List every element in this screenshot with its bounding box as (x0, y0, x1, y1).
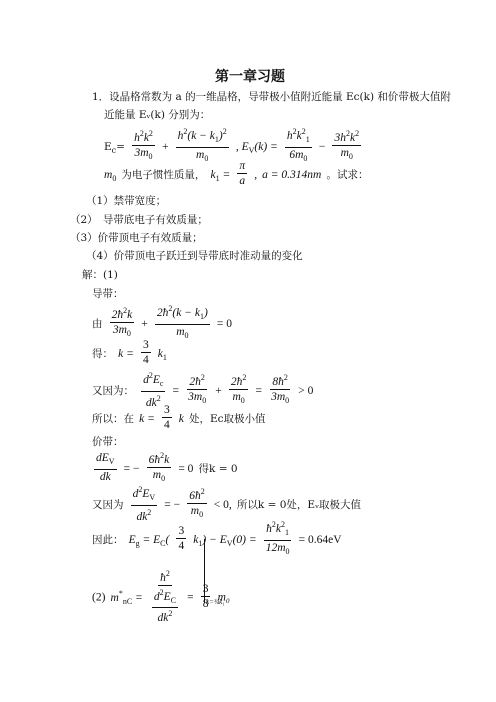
second-derivative-conduction: 又因为： $\frac{d^2E_c}{dk^2}$ = $\frac{2ħ^2}{3m_0}$ + $\frac{2ħ^2}{m_0}$ = $\frac{8ħ^2}{3m_0}$ > 0 (92, 371, 314, 409)
derivative-conduction: 由 $\frac{2ħ^2k}{3m_0}$ + $\frac{2ħ^2(k - k_1)}{m_0}$ = 0 (92, 304, 233, 340)
conduction-minimum: 所以：在 k = $\frac{3}{4}$ k 处，Ec取极小值 (92, 404, 266, 431)
question-3: （3）价带顶电子有效质量； (70, 232, 203, 244)
lattice-constant: a = 0.314nm (262, 169, 322, 181)
question-4: （4）价带顶电子跃迁到导带底时准动量的变化 (86, 250, 303, 262)
band-equations: $E_c=$ $\frac{h^2k^2}{3m_0}$ + $\frac{h^2(k - k_1)^2}{m_0}$ , $E_V(k)$ = $\frac{h^2k^2_1}{6m_0}$ − $\frac{3h^2k^2}{m_0}$ (104, 127, 360, 163)
problem-intro-line2: 近能量 Eᵥ(k) 分别为： (104, 109, 211, 121)
evaluation-subscript: k=¾k₁ (206, 598, 225, 606)
derivative-valence: $\frac{dE_V}{dk}$ = − $\frac{6ħ^2k}{m_0}$ = 0 得k = 0 (96, 451, 238, 483)
second-derivative-valence: 又因为 $\frac{d^2E_V}{dk^2}$ = − $\frac{6ħ^2}{m_0}$ < 0, 所以k = 0处，Eᵥ取极大值 (92, 485, 361, 523)
solution-heading: 解：(1) (82, 269, 118, 281)
k-min-result: 得： k = $\frac{3}{4}$ $k_1$ (92, 339, 167, 366)
page-title: 第一章习题 (215, 69, 285, 85)
band-gap-result: 因此： $E_g = E_C$( $\frac{3}{4}$ $k_1) - E_V(0)$ = $\frac{ħ^2k^2_1}{12m_0}$ = 0.64eV (92, 520, 342, 556)
problem-intro-line1: 1．设晶格常数为 a 的一维晶格，导带极小值附近能量 Ec(k) 和价带极大值附 (92, 91, 451, 103)
question-1: （1）禁带宽度； (86, 195, 167, 207)
mass-note-line: $m_0$ 为电子惯性质量， $k_1$ = $\frac{\pi}{a}$ , a = 0.314nm 。试求： (104, 160, 369, 187)
valence-label: 价带： (92, 436, 124, 448)
evaluation-bar (204, 539, 205, 603)
conduction-label: 导带： (92, 288, 124, 300)
question-2: （2） 导带底电子有效质量； (70, 214, 208, 226)
mass-note: 为电子惯性质量， (121, 169, 206, 181)
mass-note-tail: 。试求： (326, 169, 369, 181)
effective-mass-equation: (2) $m^*_{nC}$ = $ħ^2$ $d^2E_C$ $dk^2$ = $\frac{3}{8}$ m₀ (92, 569, 230, 624)
